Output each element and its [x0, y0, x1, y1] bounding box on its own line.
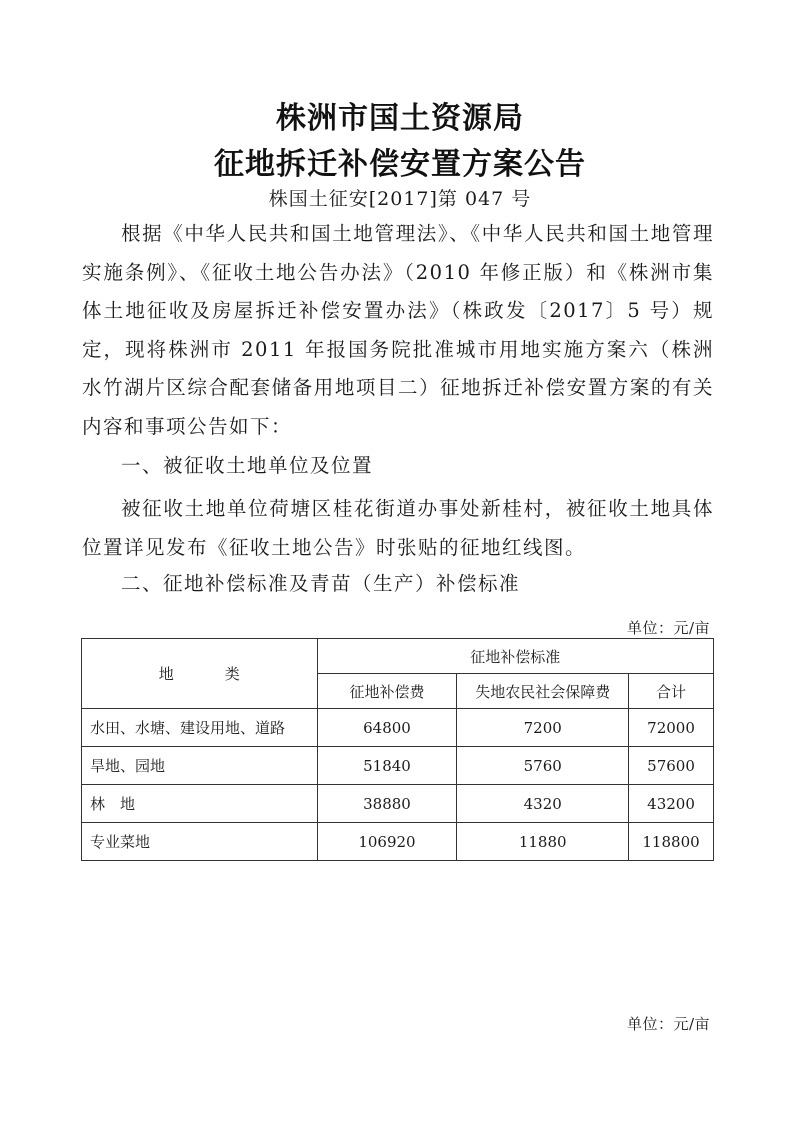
total-cell: 72000	[629, 709, 714, 747]
compensation-cell: 51840	[317, 747, 457, 785]
compensation-table	[81, 638, 714, 861]
table-row	[82, 785, 714, 823]
document-number: 株国土征安[2017]第 047 号	[268, 188, 532, 210]
compensation-standard-header: 征地补偿标准	[317, 639, 713, 674]
notice-title-line1: 株洲市国土资源局	[276, 101, 524, 136]
unit-label: 单位：元/亩	[626, 619, 710, 637]
land-type-cell: 旱地、园地	[82, 747, 318, 785]
land-type-cell: 水田、水塘、建设用地、道路	[82, 709, 318, 747]
compensation-cell: 64800	[317, 709, 457, 747]
column-header: 征地补偿费	[317, 674, 457, 709]
table-row	[82, 709, 714, 747]
unit-label-bottom: 单位：元/亩	[626, 1015, 710, 1033]
section1-heading: 一、被征收土地单位及位置	[121, 454, 374, 477]
land-type-header: 地 类	[82, 639, 318, 709]
land-type-cell: 林 地	[82, 785, 318, 823]
compensation-cell: 38880	[317, 785, 457, 823]
total-cell: 57600	[629, 747, 714, 785]
social-security-cell: 11880	[457, 823, 629, 861]
intro-paragraph: 根据《中华人民共和国土地管理法》、《中华人民共和国土地管理实施条例》、《征收土地公告办法》（2010 年修正版）和《株洲市集体土地征收及房屋拆迁补偿安置办法》（株政发〔2017〕5 号）规定，现将株洲市 2011 年报国务院批准城市用地实施方案六（株洲水竹湖片区综合配套储备用地项目二）征地拆迁补偿安置方案的有关内容和事项公告如下：	[82, 222, 714, 438]
total-cell: 43200	[629, 785, 714, 823]
social-security-cell: 4320	[457, 785, 629, 823]
total-cell: 118800	[629, 823, 714, 861]
social-security-cell: 5760	[457, 747, 629, 785]
table-header-row	[82, 639, 714, 674]
land-type-cell: 专业菜地	[82, 823, 318, 861]
compensation-cell: 106920	[317, 823, 457, 861]
column-header: 失地农民社会保障费	[457, 674, 629, 709]
table-row	[82, 747, 714, 785]
section2-heading: 二、征地补偿标准及青苗（生产）补偿标准	[121, 572, 521, 595]
section1-paragraph: 被征收土地单位荷塘区桂花街道办事处新桂村，被征收土地具体位置详见发布《征收土地公告》时张贴的征地红线图。	[82, 497, 714, 559]
notice-title-line2: 征地拆迁补偿安置方案公告	[214, 147, 586, 182]
table-row	[82, 823, 714, 861]
column-header: 合计	[629, 674, 714, 709]
social-security-cell: 7200	[457, 709, 629, 747]
